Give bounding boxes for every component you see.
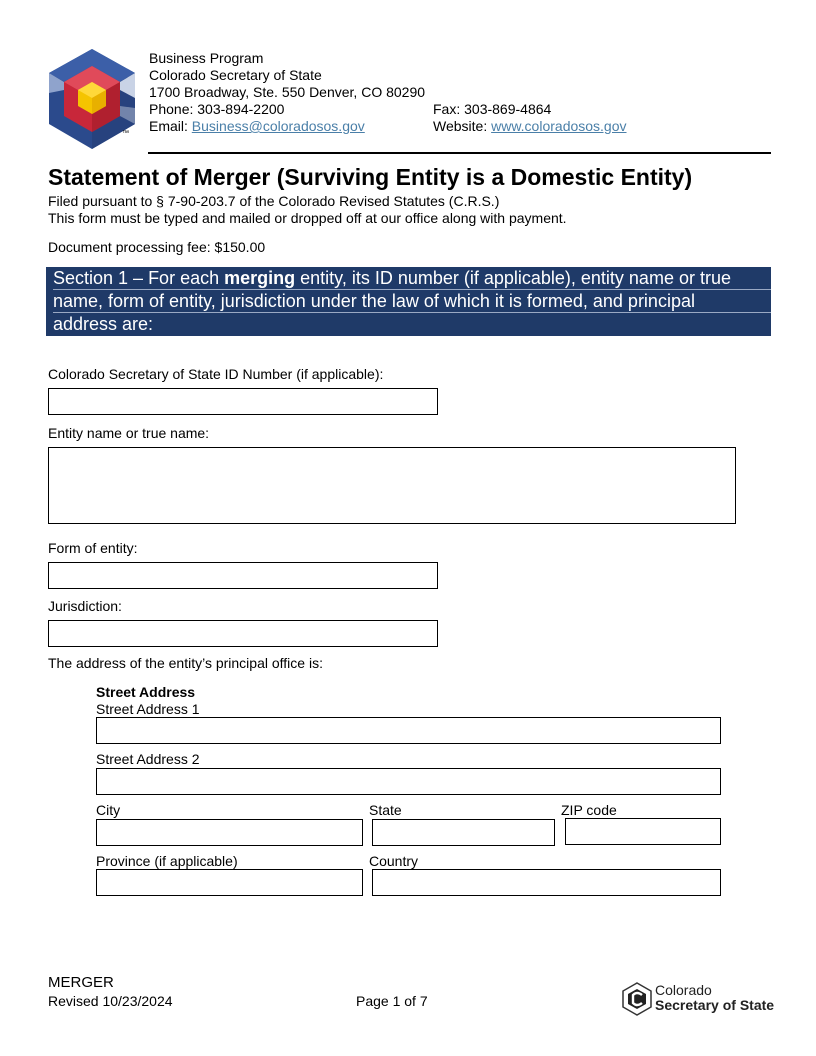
submission-instructions: This form must be typed and mailed or dropped off at our office along with payment.: [48, 210, 567, 226]
program-name: Business Program: [149, 50, 264, 66]
jurisdiction-input[interactable]: [48, 620, 438, 647]
city-input[interactable]: [96, 819, 363, 846]
street-address-1-input[interactable]: [96, 717, 721, 744]
province-input[interactable]: [96, 869, 363, 896]
processing-fee: Document processing fee: $150.00: [48, 239, 266, 255]
country-input[interactable]: [372, 869, 721, 896]
country-label: Country: [369, 853, 419, 869]
website-line: Website: www.coloradosos.gov: [433, 118, 627, 134]
zip-code-input[interactable]: [565, 818, 721, 845]
jurisdiction-label: Jurisdiction:: [48, 598, 122, 614]
fax-number: 303-869-4864: [464, 101, 552, 117]
email-line: Email: Business@coloradosos.gov: [149, 118, 365, 134]
city-label: City: [96, 802, 121, 818]
colorado-sos-logo: [46, 48, 138, 150]
section-1-banner: [46, 267, 771, 336]
street-address-1-label: Street Address 1: [96, 701, 200, 717]
street-address-2-input[interactable]: [96, 768, 721, 795]
id-number-label: Colorado Secretary of State ID Number (if applicable):: [48, 366, 384, 382]
office-name: Colorado Secretary of State: [149, 67, 322, 83]
province-label: Province (if applicable): [96, 853, 238, 869]
footer-sos-logo: [621, 982, 773, 1016]
principal-office-intro: The address of the entity’s principal office is:: [48, 655, 323, 671]
form-title: Statement of Merger (Surviving Entity is a Domestic Entity): [48, 164, 693, 190]
section-1-line-2: name, form of entity, jurisdiction under the law of which it is formed, and principal: [53, 290, 771, 313]
id-number-input[interactable]: [48, 388, 438, 415]
state-input[interactable]: [372, 819, 555, 846]
agency-contact-block: [149, 50, 627, 135]
entity-name-label: Entity name or true name:: [48, 425, 210, 441]
footer-logo-line-2: Secretary of State: [655, 997, 775, 1013]
statute-reference: Filed pursuant to § 7-90-203.7 of the Colorado Revised Statutes (C.R.S.): [48, 193, 500, 209]
page-number: Page 1 of 7: [356, 993, 428, 1009]
revision-date: Revised 10/23/2024: [48, 993, 173, 1009]
website-link[interactable]: www.coloradosos.gov: [491, 118, 627, 134]
phone-number: 303-894-2200: [197, 101, 285, 117]
email-link[interactable]: Business@coloradosos.gov: [191, 118, 365, 134]
trademark-mark: ™: [122, 130, 129, 137]
street-address-heading: Street Address: [96, 684, 196, 700]
section-1-line-1: Section 1 – For each merging entity, its ID number (if applicable), entity name or true: [53, 267, 771, 290]
phone-line: Phone: 303-894-2200: [149, 101, 285, 117]
footer-logo-line-1: Colorado: [655, 982, 712, 998]
section-1-line-3: address are:: [53, 314, 154, 334]
sos-hexagon-icon: [621, 982, 653, 1016]
state-label: State: [369, 802, 402, 818]
fax-line: Fax: 303-869-4864: [433, 101, 552, 117]
form-code: MERGER: [48, 974, 114, 991]
office-address: 1700 Broadway, Ste. 550 Denver, CO 80290: [149, 84, 426, 100]
zip-code-label: ZIP code: [561, 802, 617, 818]
form-of-entity-input[interactable]: [48, 562, 438, 589]
form-of-entity-label: Form of entity:: [48, 540, 138, 556]
street-address-2-label: Street Address 2: [96, 751, 200, 767]
entity-name-input[interactable]: [48, 447, 736, 524]
merging-emphasis: merging: [224, 268, 296, 288]
header-divider: [148, 152, 771, 154]
